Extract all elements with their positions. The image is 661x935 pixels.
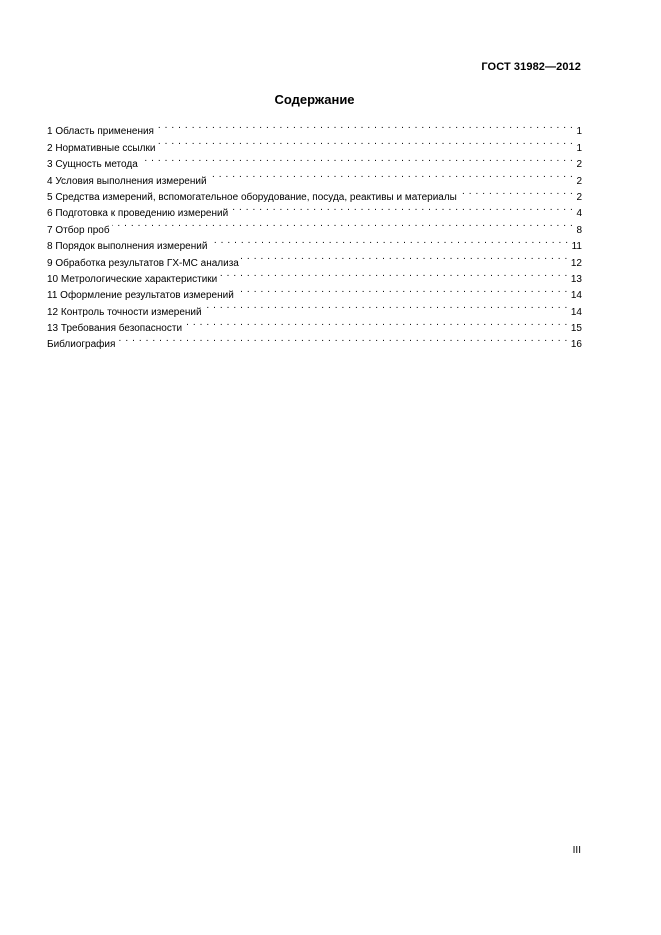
toc-entry-label: 13 Требования безопасности <box>47 323 183 335</box>
toc-entry-label: 4 Условия выполнения измерений <box>47 175 207 187</box>
toc-entry-page: 2 <box>576 159 582 171</box>
toc-entry-label: 6 Подготовка к проведению измерений <box>47 208 229 220</box>
toc-entry-page: 2 <box>576 191 582 203</box>
toc-entry[interactable] <box>47 233 582 253</box>
toc-entry-page: 14 <box>570 290 582 302</box>
toc-entry-page: 1 <box>576 142 582 154</box>
toc-entry-label: 7 Отбор проб <box>47 224 110 236</box>
toc-entry-page: 4 <box>576 208 582 220</box>
toc-entry[interactable] <box>47 216 582 236</box>
toc-entry-label: 8 Порядок выполнения измерений <box>47 241 208 253</box>
toc-leader-dots <box>236 282 568 298</box>
document-code: ГОСТ 31982—2012 <box>481 61 581 73</box>
toc-entry-label: 9 Обработка результатов ГХ-МС анализа <box>47 257 239 269</box>
toc-leader-dots <box>117 331 567 347</box>
toc-leader-dots <box>184 315 568 331</box>
toc-list <box>47 118 582 351</box>
toc-entry-page: 2 <box>576 175 582 187</box>
toc-leader-dots <box>230 200 573 216</box>
toc-leader-dots <box>204 298 568 314</box>
toc-leader-dots <box>241 249 568 265</box>
toc-title: Содержание <box>274 92 355 107</box>
toc-entry-page: 15 <box>570 323 582 335</box>
toc-leader-dots <box>156 118 573 134</box>
toc-entry-label: 2 Нормативные ссылки <box>47 142 156 154</box>
toc-leader-dots <box>112 216 574 232</box>
toc-leader-dots <box>157 134 573 150</box>
toc-entry-page: 1 <box>576 126 582 138</box>
toc-entry[interactable] <box>47 331 582 351</box>
toc-leader-dots <box>219 266 568 282</box>
toc-entry-page: 16 <box>570 339 582 351</box>
toc-entry-page: 11 <box>571 241 582 253</box>
toc-entry-label: 10 Метрологические характеристики <box>47 273 218 285</box>
toc-entry-page: 8 <box>576 224 582 236</box>
toc-leader-dots <box>140 151 574 167</box>
toc-entry-label: 1 Область применения <box>47 126 154 138</box>
toc-entry-label: 12 Контроль точности измерений <box>47 306 202 318</box>
toc-entry-page: 13 <box>570 273 582 285</box>
toc-entry-page: 14 <box>570 306 582 318</box>
toc-entry-label: 3 Сущность метода <box>47 159 138 171</box>
page-number: III <box>572 845 581 856</box>
toc-entry-label: Библиография <box>47 339 116 351</box>
toc-leader-dots <box>209 233 568 249</box>
toc-entry[interactable] <box>47 118 582 138</box>
toc-entry-label: 11 Оформление результатов измерений <box>47 290 234 302</box>
toc-entry-label: 5 Средства измерений, вспомогательное оборудование, посуда, реактивы и материалы <box>47 191 457 203</box>
toc-entry-page: 12 <box>570 257 582 269</box>
toc-leader-dots <box>209 167 574 183</box>
toc-leader-dots <box>459 184 574 200</box>
